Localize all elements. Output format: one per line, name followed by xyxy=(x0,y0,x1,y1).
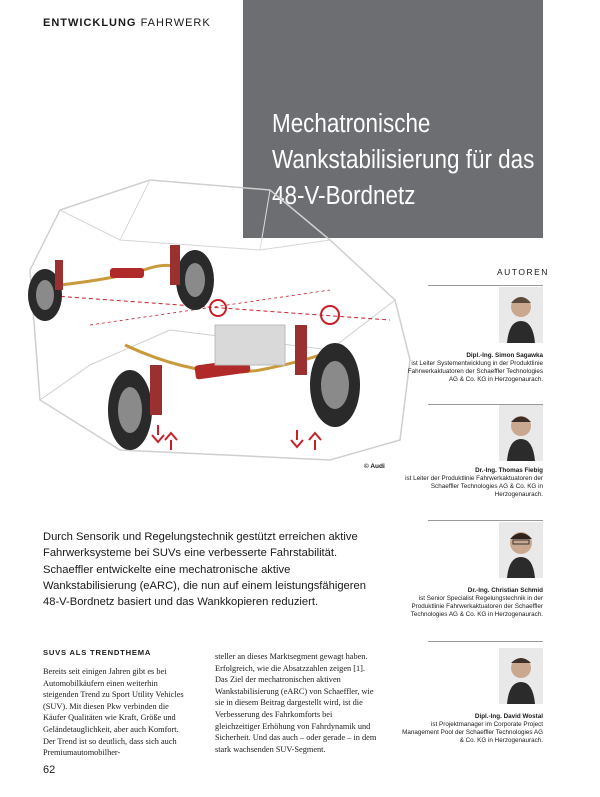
author-info xyxy=(398,587,543,619)
author-info xyxy=(398,467,543,499)
author-name: Dr.-Ing. Christian Schmid xyxy=(467,587,543,594)
portrait-icon xyxy=(499,287,543,343)
page-number: 62 xyxy=(43,764,56,776)
subsection-name: FAHRWERK xyxy=(140,17,211,29)
author-bio: ist Leiter der Produktlinie Fahrwerkaktuatoren der Schaeffler Technologies AG & Co. KG in Herzogenaurach. xyxy=(405,475,543,499)
article-title: Mechatronische Wankstabilisierung für das 48-V-Bordnetz xyxy=(272,110,535,210)
author-name: Dipl.-Ing. David Wostal xyxy=(474,713,543,720)
author-portrait xyxy=(499,648,543,704)
chassis-illustration xyxy=(0,150,430,480)
author-bio: ist Leiter Systementwicklung in der Produktlinie Fahrwerkaktuatoren der Schaeffler Technologies AG & Co. KG in Herzogenaurach. xyxy=(407,360,543,384)
author-name: Dr.-Ing. Thomas Fiebig xyxy=(475,467,543,474)
author-name: Dipl.-Ing. Simon Sagawka xyxy=(466,352,543,359)
divider xyxy=(428,520,543,521)
subheading: SUVS ALS TRENDTHEMA xyxy=(43,648,152,657)
portrait-icon xyxy=(499,522,543,578)
section-label xyxy=(43,17,211,29)
image-credit: © Audi xyxy=(364,463,385,470)
divider xyxy=(428,285,543,286)
body-column-1: Bereits seit einigen Jahren gibt es bei Automobilkäufern einen weiterhin steigenden Trend zu Sport Utility Vehicles (SUV). Mit diesen Pkw verbinden die Käufer Qualitäten wie Kraft, Größe und Geländetauglichkeit, aber auch Komfort. Der Trend ist so deutlich, dass sich auch Premiumautomobilher- xyxy=(43,667,184,758)
author-portrait xyxy=(499,405,543,461)
section-name: ENTWICKLUNG xyxy=(43,17,137,29)
author-bio: ist Projektmanager im Corporate Project Management Pool der Schaeffler Technologies AG & Co. KG in Herzogenaurach. xyxy=(402,721,543,745)
divider xyxy=(428,641,543,642)
author-portrait xyxy=(499,287,543,343)
body-column-2: steller an dieses Marktsegment gewagt haben. Erfolgreich, wie die Absatzzahlen zeigen [1]. Das Ziel der mechatronischen aktiven Wankstabilisierung (eARC) von Schaeffler, wie sie in diesem Beitrag dargestellt wird, ist die Verbesserung des Fahrkomforts bei gleichzeitiger Erhöhung von Fahrdynamik und Sicherheit. Und das auch – oder gerade – in dem stark wachsenden SUV-Segment. xyxy=(215,652,377,754)
portrait-icon xyxy=(499,648,543,704)
author-info xyxy=(398,352,543,384)
author-info xyxy=(398,713,543,745)
authors-heading: AUTOREN xyxy=(497,267,549,277)
author-bio: ist Senior Specialist Regelungstechnik in der Produktlinie Fahrwerkaktuatoren der Schaeffler Technologies AG & Co. KG in Herzogenaurach. xyxy=(410,595,543,619)
portrait-icon xyxy=(499,405,543,461)
lead-paragraph: Durch Sensorik und Regelungstechnik gestützt erreichen aktive Fahrwerksysteme bei SUVs eine verbesserte Fahrstabilität. Schaeffler entwickelte eine mechatronische aktive Wankstabilisierung (eARC), die nun auf einem leistungsfähigeren 48-V-Bordnetz basiert und das Wankkopieren reduziert. xyxy=(43,531,366,609)
author-portrait xyxy=(499,522,543,578)
